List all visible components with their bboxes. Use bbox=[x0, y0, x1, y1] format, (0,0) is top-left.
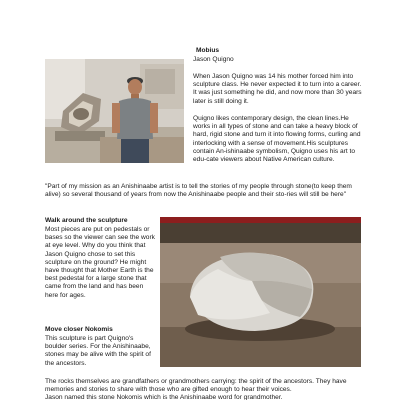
section-heading-walk-around: Walk around the sculpture bbox=[45, 217, 128, 224]
sculpture-title: Mobius bbox=[196, 47, 220, 54]
section-text-move-closer-full: The rocks themselves are grandfathers or grandmothers carrying: the spirit of the ancestors. They have memories and stories to share with those who are gifted enough to hear their voices. bbox=[45, 378, 347, 394]
artist-name: Jason Quigno bbox=[193, 56, 234, 63]
sculpture-photo bbox=[160, 217, 361, 367]
intro-paragraph-1: When Jason Quigno was 14 his mother forced him into sculpture class. He never expected it to turn into a career. It was just something he did, and now more than 30 years later is still doing it. bbox=[193, 73, 362, 105]
artist-photo bbox=[45, 59, 184, 163]
artist-quote: "Part of my mission as an Anishinaabe artist is to tell the stories of my people through stone(to keep them alive) so several thousand of years from now the Anishinaabe people and their sto-ries will still be here" bbox=[45, 183, 352, 199]
intro-paragraph-2: Quigno likes contemporary design, the clean lines.He works in all types of stone and can take a heavy block of hard, rigid stone and turn it into flowing forms, curling and interlocking with a sense of movement.His sculptures contain An-ishinaabe symbolism, Quigno uses his art to edu-cate viewers about Native American culture. bbox=[193, 115, 361, 164]
section-heading-move-closer: Move closer Nokomis bbox=[45, 326, 113, 333]
section-text-move-closer: This sculpture is part Quigno's boulder series. For the Anishinaabe, stones may be alive with the spirit of the ancestors. bbox=[45, 335, 151, 367]
section-text-move-closer-cut: Jason named this stone Nokomis which is the Anishinaabe word for grandmother. bbox=[45, 394, 283, 400]
section-text-walk-around: Most pieces are put on pedestals or bases so the viewer can see the work at eye level. Why do you think that Jason Quigno chose to set this sculpture on the ground? He might have thought that Mother Earth is the best pedestal for a large stone that came from the land and has been here for ages. bbox=[45, 226, 155, 299]
